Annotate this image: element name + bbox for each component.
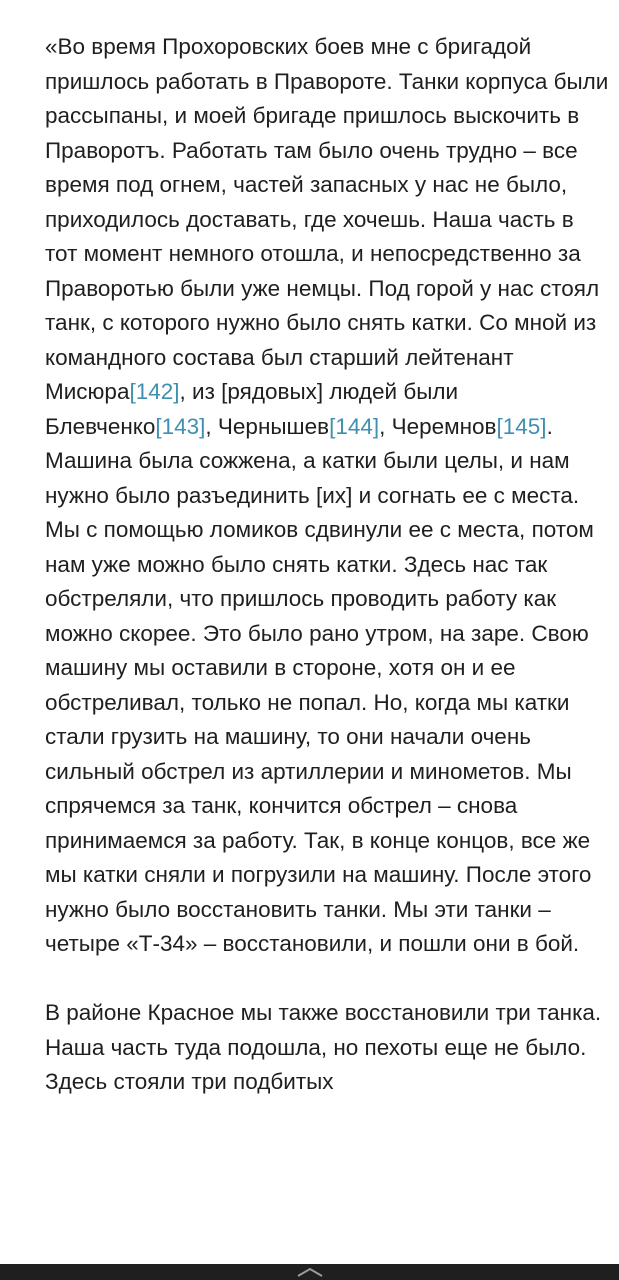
text-segment: . Машина была сожжена, а катки были целы, и нам нужно было разъединить [их] и согнать ее с места. Мы с помощью ломиков сдвинули ее с места, потом нам уже можно было снять катки. Здесь нас так обстреляли, что пришлось проводить работу как можно скорее. Это было рано утром, на заре. Свою машину мы оставили в стороне, хотя он и ее обстреливал, только не попал. Но, когда мы катки стали грузить на машину, то они начали очень сильный обстрел из артиллерии и минометов. Мы спрячемся за танк, кончится обстрел – снова принимаемся за работу. Так, в конце концов, все же мы катки сняли и погрузили на машину. После этого нужно было восстановить танки. Мы эти танки – четыре «Т-34» – восстановили, и пошли они в бой. — [45, 413, 594, 956]
text-segment: , Чернышев — [205, 413, 330, 439]
footnote-link[interactable]: [145] — [496, 413, 547, 439]
text-segment: , из [рядовых] людей были Блевченко — [45, 379, 459, 439]
footnote-link[interactable]: [144] — [329, 413, 380, 439]
footnote-link[interactable]: [142] — [129, 379, 180, 404]
footnote-link[interactable]: [143] — [155, 413, 206, 439]
text-segment: «Во время Прохоровских боев мне с бригадой пришлось работать в Правороте. Танки корпуса были рассыпаны, и моей бригаде пришлось выскочить в Праворотъ. Работать там было очень трудно – все время под огнем, частей запасных у нас не было, приходилось доставать, где хочешь. Наша часть в тот момент немного отошла, и непосредственно за Праворотью были уже немцы. Под горой у нас стоял танк, с которого нужно было снять катки. Со мной из командного состава был старший лейтенант Мисюра — [45, 34, 609, 404]
paragraph-2 — [45, 996, 610, 1100]
text-segment: В районе Красное мы также восстановили три танка. Наша часть туда подошла, но пехоты еще не было. Здесь стояли три подбитых — [45, 1000, 602, 1094]
article-body — [45, 30, 610, 1100]
paragraph-1 — [45, 30, 610, 962]
text-segment: , Черемнов — [379, 413, 497, 439]
bottom-navigation-bar — [0, 1264, 619, 1280]
chevron-up-icon[interactable] — [296, 1267, 324, 1277]
